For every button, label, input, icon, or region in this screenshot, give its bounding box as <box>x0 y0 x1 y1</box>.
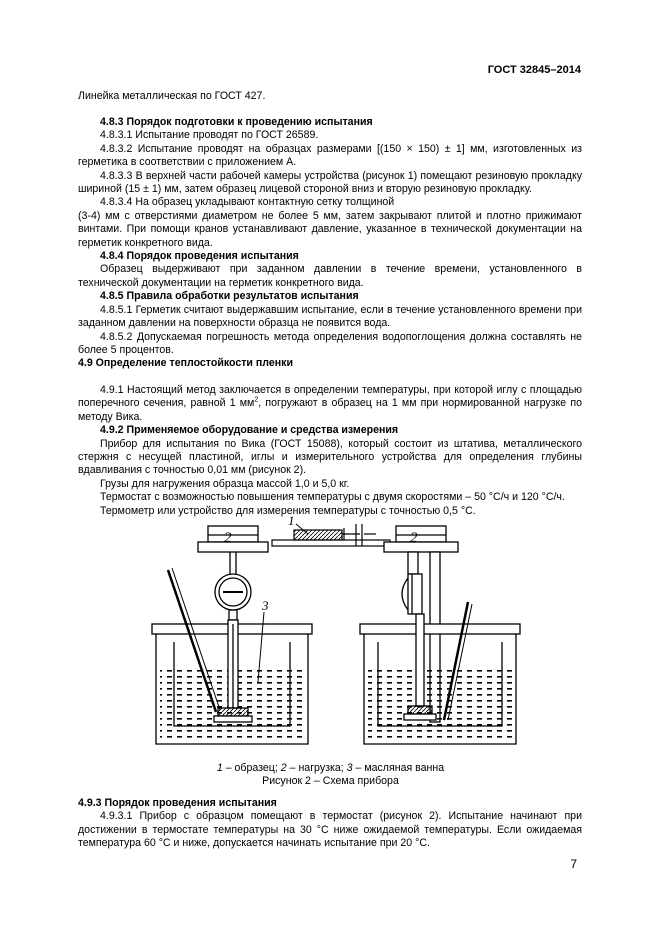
inset-sample <box>294 530 342 540</box>
paragraph: 4.8.5.1 Герметик считают выдержавшим испытание, если в течение установленного времени при заданном давлении на поверхности образца не появится вода. <box>78 303 582 330</box>
paragraph: Термостат с возможностью повышения температуры с двумя скоростями – 50 °С/ч и 120 °С/ч. <box>100 491 565 504</box>
label-2-right: 2 <box>410 530 418 546</box>
superscript: 2 <box>254 396 259 404</box>
paragraph: 4.8.3.1 Испытание проводят по ГОСТ 26589. <box>100 129 319 142</box>
section-heading: 4.9.2 Применяемое оборудование и средства измерения <box>100 424 399 437</box>
section-4-9-3 <box>78 797 582 851</box>
paragraph: (3-4) мм с отверстиями диаметром не более 5 мм, затем закрывают плитой и плотно прижимают винтами. При помощи кранов устанавливают давление, указанное в технической документации на герметик конкретного вида. <box>78 209 582 249</box>
left-apparatus <box>152 526 312 744</box>
legend-text: – масляная ванна <box>352 762 445 774</box>
paragraph: 4.9.3.1 Прибор с образцом помещают в термостат (рисунок 2). Испытание начинают при достижении в термостате температуры на 30 °С ниже ожидаемой температуры. Если ожидаемая температура 60 °С и ниже, допускается начинать испытание при 20 °С. <box>78 810 582 850</box>
label-2-left: 2 <box>224 530 232 546</box>
legend-text: – образец; <box>222 762 281 774</box>
paragraph: Образец выдерживают при заданном давлении в течение времени, установленного в технической документации на герметик конкретного вида. <box>78 263 582 289</box>
section-heading: 4.8.5 Правила обработки результатов испытания <box>100 290 359 303</box>
document-header: ГОСТ 32845–2014 <box>487 64 581 76</box>
apparatus-diagram <box>146 512 522 762</box>
load-plate <box>198 542 268 552</box>
section-heading: 4.9.3 Порядок проведения испытания <box>78 797 277 809</box>
figure-legend <box>0 762 661 775</box>
section-4-9 <box>78 384 582 518</box>
paragraph <box>78 384 582 424</box>
section-heading: 4.9 Определение теплостойкости пленки <box>78 357 293 369</box>
bath-lid-right <box>360 624 520 634</box>
paragraph: 4.8.5.2 Допускаемая погрешность метода определения водопоглощения должна составлять не более 5 процентов. <box>78 330 582 356</box>
paragraph: 4.8.3.3 В верхней части рабочей камеры устройства (рисунок 1) помещают резиновую прокладку шириной (15 ± 1) мм, затем образец лицевой стороной вниз и вторую резиновую прокладку. <box>78 169 582 196</box>
right-apparatus <box>360 526 520 744</box>
legend-num: 2 <box>280 762 287 774</box>
section-heading: 4.8.4 Порядок проведения испытания <box>100 250 299 263</box>
figure-title: Рисунок 2 – Схема прибора <box>262 775 399 787</box>
paragraph-text: , погружают в образец на 1 мм при нормированной нагрузке по методу Вика. <box>78 397 582 423</box>
intro-paragraph <box>78 90 582 103</box>
paragraph-text: 4.9.1 Настоящий метод заключается в определении температуры, при которой иглу с площадью поперечного сечения, равной 1 мм <box>78 384 582 410</box>
paragraph: 4.8.3.4 На образец укладывают контактную сетку толщиной <box>100 196 395 209</box>
label-3: 3 <box>262 598 269 613</box>
dial-gauge-side <box>408 574 422 614</box>
section-heading: 4.8.3 Порядок подготовки к проведению испытания <box>100 116 373 128</box>
legend-text: – нагрузка; <box>286 762 347 774</box>
section-4-8-3 <box>78 116 582 357</box>
label-1: 1 <box>288 513 295 528</box>
load-weight-right <box>396 526 446 542</box>
intro-text: Линейка металлическая по ГОСТ 427. <box>78 90 266 102</box>
legend-num: 1 <box>216 762 223 774</box>
paragraph: Прибор для испытания по Вика (ГОСТ 15088), который состоит из штатива, металлического стержня с несущей пластиной, иглы и измерительного устройства для определения глубины вдавливания с точностью 0,01 мм (рисунок 2). <box>78 437 582 477</box>
paragraph: 4.8.3.2 Испытание проводят на образцах размерами [(150 × 150) ± 1] мм, изготовленных из герметика в соответствии с приложением А. <box>78 142 582 169</box>
load-weight <box>208 526 258 542</box>
paragraph: Термометр или устройство для измерения температуры с точностью 0,5 °С. <box>100 504 476 517</box>
sample <box>218 708 248 716</box>
section-4-9-heading <box>78 357 582 370</box>
oil-bath-right <box>368 670 512 742</box>
page-number: 7 <box>570 857 577 871</box>
legend-num: 3 <box>346 762 353 774</box>
sample-right <box>408 706 432 714</box>
paragraph: Грузы для нагружения образца массой 1,0 и 5,0 кг. <box>100 477 350 490</box>
